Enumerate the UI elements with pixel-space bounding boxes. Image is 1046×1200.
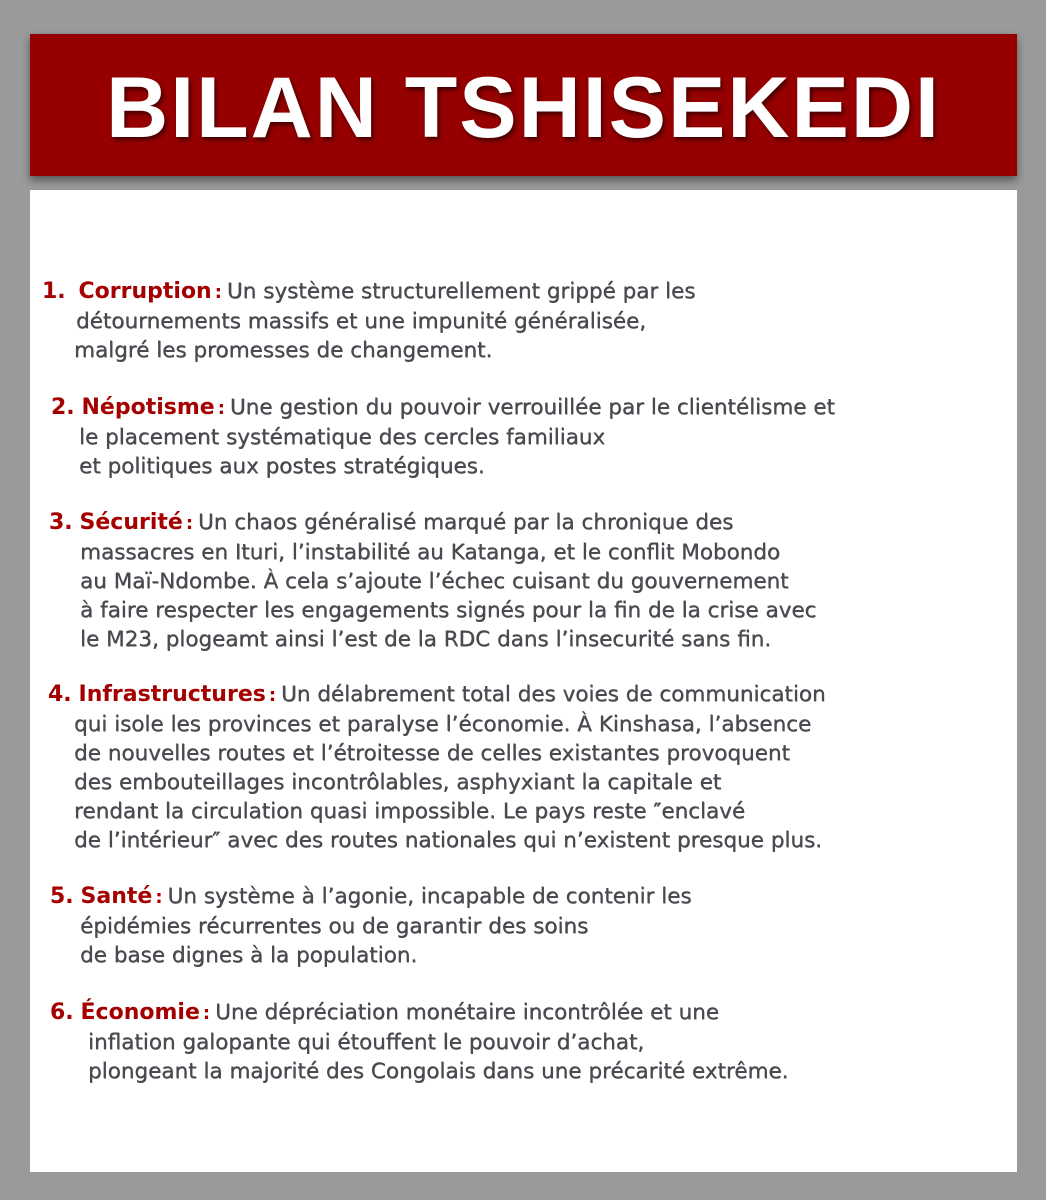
item-colon: : xyxy=(202,1003,211,1024)
item-text-line: le M23, plogeamt ainsi l’est de la RDC dans l’insecurité sans fin. xyxy=(80,627,772,652)
item-text-line: Un chaos généralisé marqué par la chronique des xyxy=(198,510,734,535)
page-title: BILAN TSHISEKEDI xyxy=(106,59,941,156)
list-item-nepotisme xyxy=(51,393,835,481)
item-number: 1. xyxy=(42,279,66,304)
item-heading: Économie xyxy=(80,1000,200,1025)
item-first-line xyxy=(49,508,816,538)
item-text-line: de nouvelles routes et l’étroitesse de celles existantes provoquent xyxy=(74,741,790,766)
item-text-line: des embouteillages incontrôlables, asphyxiant la capitale et xyxy=(74,770,722,795)
item-text-line: Un système à l’agonie, incapable de contenir les xyxy=(167,884,692,909)
item-colon: : xyxy=(214,282,222,303)
item-first-line xyxy=(50,998,788,1028)
item-text-line: plongeant la majorité des Congolais dans une précarité extrême. xyxy=(88,1059,789,1084)
item-text-line: malgré les promesses de changement. xyxy=(74,338,493,363)
item-first-line xyxy=(50,882,692,912)
item-text-line: et politiques aux postes stratégiques. xyxy=(79,454,485,479)
item-colon: : xyxy=(155,887,163,908)
item-heading: Santé xyxy=(80,884,153,909)
item-text-line: de base dignes à la population. xyxy=(80,943,418,968)
item-text-line: de l’intérieur″ avec des routes nationales qui n’existent presque plus. xyxy=(74,828,822,853)
item-first-line xyxy=(42,277,695,307)
item-colon: : xyxy=(185,513,194,534)
item-colon: : xyxy=(217,398,225,419)
item-text-line: le placement systématique des cercles familiaux xyxy=(79,425,606,450)
item-heading: Corruption xyxy=(78,279,212,304)
title-banner xyxy=(30,34,1017,176)
list-item-infrastructures xyxy=(48,680,826,855)
item-number: 4. xyxy=(48,682,72,707)
item-number: 5. xyxy=(50,884,74,909)
item-text-line: épidémies récurrentes ou de garantir des soins xyxy=(80,914,589,939)
item-text-line: Une gestion du pouvoir verrouillée par le clientélisme et xyxy=(229,395,835,420)
item-number: 3. xyxy=(49,510,73,535)
item-text-line: qui isole les provinces et paralyse l’économie. À Kinshasa, l’absence xyxy=(74,712,812,737)
item-first-line xyxy=(51,393,835,423)
list-item-securite xyxy=(49,508,816,654)
item-colon: : xyxy=(268,685,277,706)
list-item-sante xyxy=(50,882,692,970)
item-heading: Infrastructures xyxy=(78,682,266,707)
item-text-line: inflation galopante qui étouffent le pouvoir d’achat, xyxy=(88,1030,645,1055)
item-text-line: rendant la circulation quasi impossible. Le pays reste ″enclavé xyxy=(74,799,746,824)
item-number: 6. xyxy=(50,1000,74,1025)
item-text-line: Un système structurellement grippé par les xyxy=(226,279,696,304)
item-text-line: massacres en Ituri, l’instabilité au Katanga, et le conflit Mobondo xyxy=(80,540,781,565)
item-text-line: Un délabrement total des voies de communication xyxy=(281,682,826,707)
item-text-line: détournements massifs et une impunité généralisée, xyxy=(76,309,647,334)
item-text-line: au Maï-Ndombe. À cela s’ajoute l’échec cuisant du gouvernement xyxy=(80,569,789,594)
item-heading: Népotisme xyxy=(81,395,215,420)
item-text-line: Une dépréciation monétaire incontrôlée et une xyxy=(215,1000,719,1025)
list-item-corruption xyxy=(42,277,695,365)
list-item-economie xyxy=(50,998,788,1086)
item-number: 2. xyxy=(51,395,75,420)
content-panel xyxy=(30,190,1017,1172)
item-heading: Sécurité xyxy=(79,510,183,535)
item-text-line: à faire respecter les engagements signés pour la fin de la crise avec xyxy=(80,598,817,623)
item-first-line xyxy=(48,680,826,710)
